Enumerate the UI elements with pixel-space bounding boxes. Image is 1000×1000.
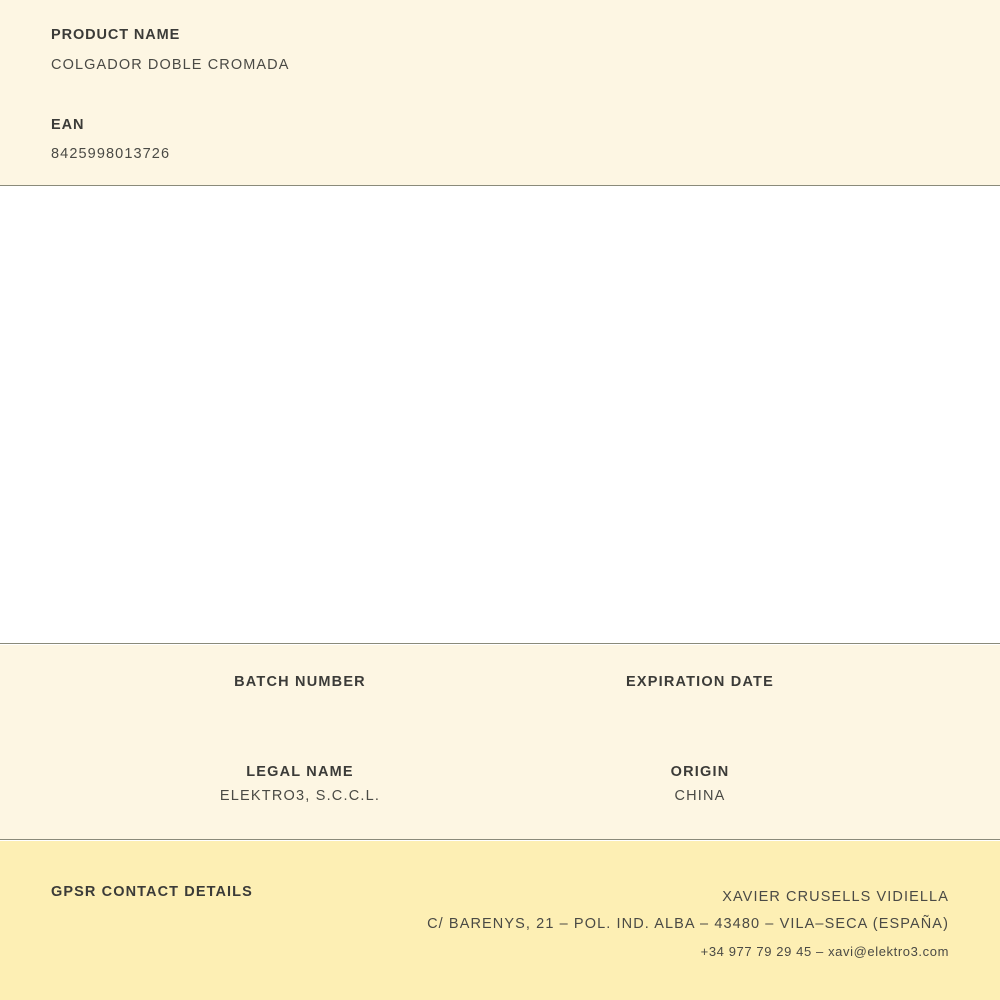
- ean-value: 8425998013726: [51, 146, 171, 162]
- origin-cell: [550, 764, 850, 805]
- gpsr-contact-address: C/ BARENYS, 21 – POL. IND. ALBA – 43480 – VILA–SECA (ESPAÑA): [427, 916, 949, 932]
- product-info-block: [0, 0, 1000, 186]
- origin-value: CHINA: [674, 788, 726, 804]
- batch-number-value: [150, 698, 450, 715]
- gpsr-contact-name: XAVIER CRUSELLS VIDIELLA: [722, 889, 949, 905]
- product-name-label: PRODUCT NAME: [51, 27, 181, 43]
- product-details-block: [0, 645, 1000, 840]
- expiration-date-value: [550, 698, 850, 715]
- gpsr-contact-phone-email: +34 977 79 29 45 – xavi@elektro3.com: [700, 944, 949, 959]
- legal-name-value: ELEKTRO3, S.C.C.L.: [219, 788, 381, 804]
- product-image-area: [0, 187, 1000, 644]
- expiration-date-label: EXPIRATION DATE: [626, 674, 774, 690]
- legal-name-cell: [150, 764, 450, 805]
- legal-name-label: LEGAL NAME: [246, 764, 354, 780]
- expiration-date-cell: [550, 674, 850, 715]
- gpsr-contact-label: GPSR CONTACT DETAILS: [51, 884, 253, 900]
- batch-number-cell: [150, 674, 450, 715]
- origin-label: ORIGIN: [670, 764, 730, 780]
- product-name-value: COLGADOR DOBLE CROMADA: [51, 57, 290, 73]
- batch-number-label: BATCH NUMBER: [234, 674, 366, 690]
- ean-label: EAN: [51, 117, 85, 133]
- gpsr-contact-lines: [309, 884, 949, 965]
- gpsr-contact-block: [0, 841, 1000, 1000]
